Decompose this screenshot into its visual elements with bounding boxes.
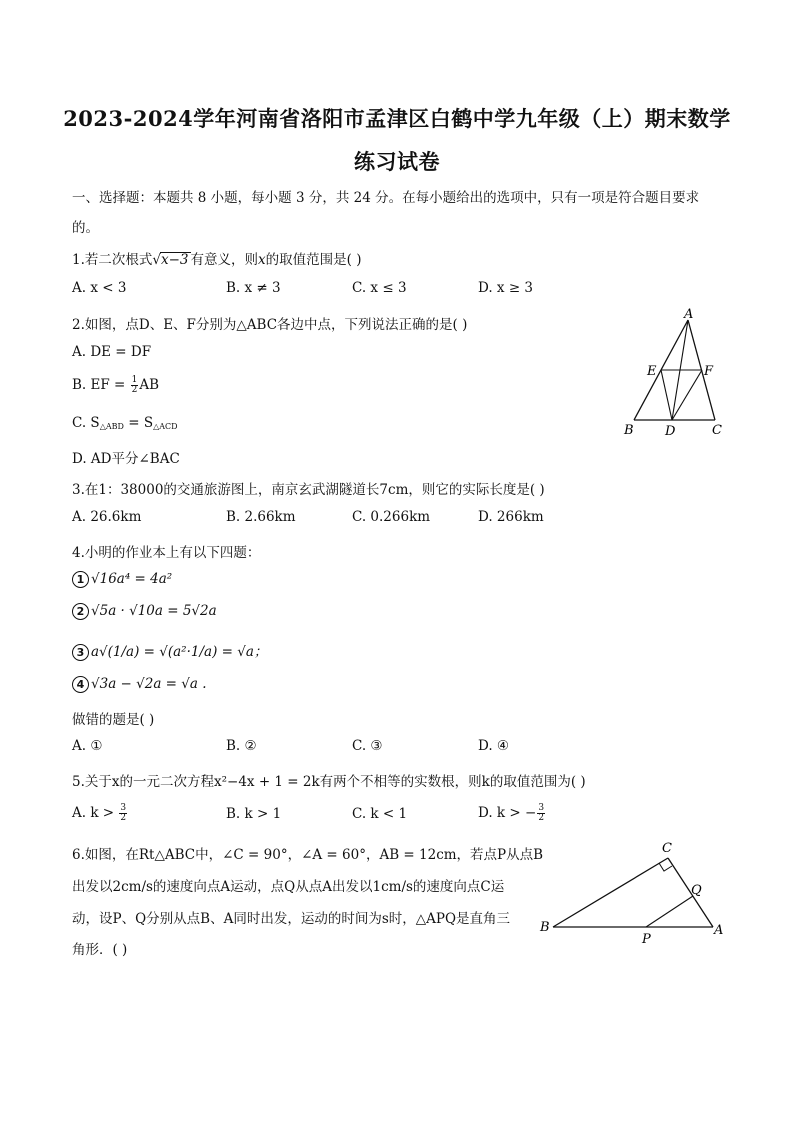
q2-label-e: E	[647, 364, 657, 379]
section-instructions: 一、选择题：本题共 8 小题，每小题 3 分，共 24 分。在每小题给出的选项中，只有一项是符合题目要求	[72, 190, 700, 206]
q4-option-a[interactable]: A. ①	[72, 738, 103, 754]
q6-label-q: Q	[691, 883, 702, 898]
q4-option-d[interactable]: D. ④	[478, 738, 510, 754]
q4-item-1-text: √16a⁴ = 4a²	[91, 571, 173, 587]
q1-option-a[interactable]: A. x < 3	[72, 280, 127, 296]
exam-title-line1: 2023-2024学年河南省洛阳市孟津区白鹤中学九年级（上）期末数学	[63, 106, 731, 131]
q2-optb-post: AB	[139, 377, 160, 393]
q5-optd-den: 2	[538, 813, 545, 823]
q1-stem-a: 1.若二次根式	[72, 252, 153, 268]
q2-optc-sub2: △ACD	[153, 422, 178, 431]
q4-item-2	[72, 603, 217, 620]
question-4-stem: 4.小明的作业本上有以下四题：	[72, 545, 261, 561]
q4-item-3	[72, 640, 267, 661]
q5-option-a[interactable]	[72, 804, 128, 823]
q6-label-c: C	[662, 841, 672, 856]
question-3-stem: 3.在1：38000的交通旅游图上，南京玄武湖隧道长7cm，则它的实际长度是( )	[72, 482, 545, 498]
q5-opta-num: 3	[120, 803, 127, 813]
q2-label-b: B	[624, 423, 634, 438]
q6-right-triangle-figure	[538, 838, 738, 948]
q2-optb-num: 1	[131, 375, 138, 385]
q2-optb-pre: B. EF =	[72, 377, 130, 393]
q3-option-c[interactable]: C. 0.266km	[352, 509, 431, 525]
q4-option-b[interactable]: B. ②	[226, 738, 257, 754]
q4-ask: 做错的题是( )	[72, 712, 155, 728]
q2-option-b[interactable]	[72, 376, 159, 395]
q4-item-4-mark: 4	[72, 676, 89, 693]
q1-option-c[interactable]: C. x ≤ 3	[352, 280, 407, 296]
q5-opta-den: 2	[120, 813, 127, 823]
q2-triangle-figure	[622, 308, 732, 438]
question-6-line3: 动，设P、Q分别从点B、A同时出发，运动的时间为s时，△APQ是直角三	[72, 911, 511, 927]
q1-stem-b: 有意义，则	[190, 252, 259, 268]
question-6-line1: 6.如图，在Rt△ABC中，∠C = 90°，∠A = 60°，AB = 12cm，若点P从点B	[72, 847, 544, 863]
q2-option-d[interactable]: D. AD平分∠BAC	[72, 451, 180, 467]
question-5-stem: 5.关于x的一元二次方程x²−4x + 1 = 2k有两个不相等的实数根，则k的取值范围为( )	[72, 774, 586, 790]
q4-item-2-mark: 2	[72, 603, 89, 620]
q6-label-p: P	[642, 932, 651, 947]
q2-label-d: D	[665, 424, 676, 439]
question-6-line4: 角形．( )	[72, 942, 128, 958]
q3-option-b[interactable]: B. 2.66km	[226, 509, 296, 525]
q4-item-1	[72, 571, 172, 588]
section-instructions-cont: 的。	[72, 220, 99, 236]
exam-title-line2: 练习试卷	[354, 149, 440, 174]
q2-option-c[interactable]	[72, 415, 178, 431]
q5-opta-pre: A. k >	[72, 805, 119, 821]
q3-option-a[interactable]: A. 26.6km	[72, 509, 142, 525]
q3-option-d[interactable]: D. 266km	[478, 509, 544, 525]
q2-optc-sub1: △ABD	[99, 422, 124, 431]
question-6-line2: 出发以2cm/s的速度向点A运动，点Q从点A出发以1cm/s的速度向点C运	[72, 879, 505, 895]
q2-optb-den: 2	[131, 385, 138, 395]
q1-var: x	[258, 252, 266, 268]
q5-option-b[interactable]: B. k > 1	[226, 806, 282, 822]
q2-option-a[interactable]: A. DE = DF	[72, 344, 152, 360]
q2-label-a: A	[684, 307, 694, 322]
q5-optd-pre: D. k > −	[478, 805, 537, 821]
q2-label-c: C	[712, 423, 722, 438]
q1-radicand: x−3	[161, 252, 189, 268]
q4-option-c[interactable]: C. ③	[352, 738, 383, 754]
q6-label-b: B	[540, 920, 550, 935]
q2-optc-a: C. S	[72, 415, 100, 431]
q5-option-c[interactable]: C. k < 1	[352, 806, 408, 822]
question-1-stem: 1.若二次根式√x−3 有意义，则x的取值范围是( )	[72, 252, 362, 268]
q1-option-d[interactable]: D. x ≥ 3	[478, 280, 534, 296]
q4-item-3-text: a√(1/a) = √(a²·1/a) = √a；	[91, 644, 268, 660]
q5-optd-num: 3	[538, 803, 545, 813]
q1-stem-c: 的取值范围是( )	[265, 252, 362, 268]
q1-option-b[interactable]: B. x ≠ 3	[226, 280, 281, 296]
q2-optc-mid: = S	[123, 415, 154, 431]
q5-option-d[interactable]	[478, 804, 546, 823]
q4-item-4-text: √3a − √2a = √a .	[91, 676, 207, 692]
q4-item-3-mark: 3	[72, 644, 89, 661]
q4-item-4	[72, 676, 207, 693]
question-2-stem: 2.如图，点D、E、F分别为△ABC各边中点，下列说法正确的是( )	[72, 317, 468, 333]
q6-label-a: A	[714, 923, 724, 938]
q4-item-2-text: √5a · √10a = 5√2a	[91, 603, 217, 619]
q4-item-1-mark: 1	[72, 571, 89, 588]
q2-label-f: F	[704, 364, 714, 379]
